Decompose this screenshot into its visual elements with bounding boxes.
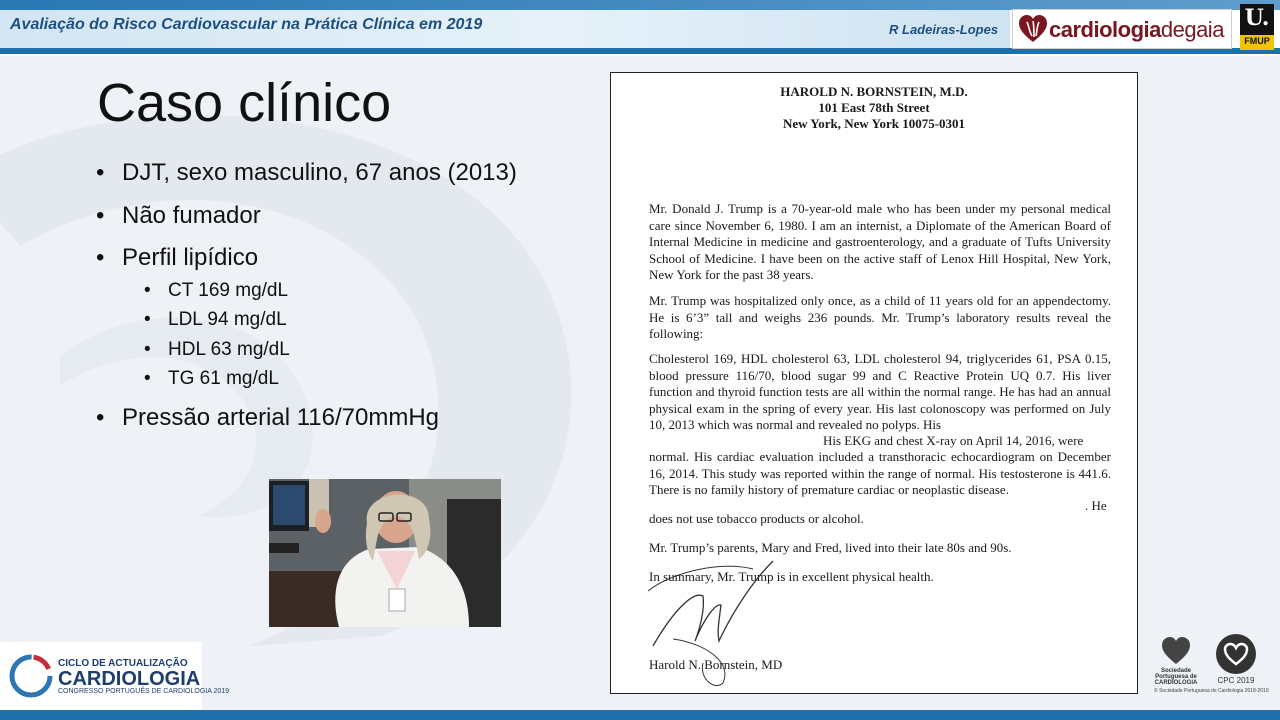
slide-title: Caso clínico xyxy=(97,73,392,133)
ciclo-actualizacao-cardiologia-logo: CICLO DE ACTUALIZAÇÃO CARDIOLOGIA CONGRESSO PORTUGUÊS DE CARDIOLOGIA 2019 xyxy=(0,642,202,710)
letter-header-street: 101 East 78th Street xyxy=(818,100,930,115)
letter-line: In summary, Mr. Trump is in excellent physical health. xyxy=(649,569,934,584)
spc-heart-icon xyxy=(1160,636,1192,666)
letter-line: Mr. Trump’s parents, Mary and Fred, lived into their late 80s and 90s. xyxy=(649,540,1012,555)
spc-logo: Sociedade Portuguesa de CARDIOLOGIA xyxy=(1152,634,1208,694)
cpc-heart-icon xyxy=(1216,634,1256,674)
fmup-logo: U. FMUP xyxy=(1240,4,1274,50)
letter-paragraph: Mr. Trump was hospitalized only once, as a child of 11 years old for an appendectomy. He is 6’3” tall and weighs 236 pounds. Mr. Trump’s laboratory results reveal the following: xyxy=(649,293,1111,341)
letter-header-city: New York, New York 10075-0301 xyxy=(782,116,966,131)
presentation-title: Avaliação do Risco Cardiovascular na Prática Clínica em 2019 xyxy=(10,16,483,33)
presenter-name: R Ladeiras-Lopes xyxy=(889,22,999,37)
medical-letter-document xyxy=(610,72,1138,694)
ciclo-ring-icon xyxy=(6,651,56,701)
letter-line: . He xyxy=(1085,498,1107,513)
letter-paragraph: Cholesterol 169, HDL cholesterol 63, LDL cholesterol 94, triglycerides 61, PSA 0.15, blood pressure 116/70, blood sugar 99 and C Reactive Protein UQ 0.7. His liver function and thyroid function tests are all within the normal range. He has had an annual physical exam in the spring of every year. His last colonoscopy was performed on July 10, 2013 which was normal and revealed no polyps. His xyxy=(649,351,1111,432)
spc-footnote: © Sociedade Portuguesa de Cardiologia 2018-2019 xyxy=(1154,688,1269,694)
letter-line: does not use tobacco products or alcohol. xyxy=(649,511,864,526)
footer-stripe xyxy=(0,710,1280,720)
slide-header xyxy=(0,0,1280,56)
cardiologia-de-gaia-logo xyxy=(1012,9,1232,49)
letter-header-name: HAROLD N. BORNSTEIN, M.D. xyxy=(780,84,968,99)
letter-signature-name: Harold N. Bornstein, MD xyxy=(649,657,783,672)
cpc-2019-logo: CPC 2019 xyxy=(1214,634,1258,688)
doctor-photo xyxy=(269,479,501,627)
cardiologia-de-gaia-wordmark: cardiologiadegaia xyxy=(1049,17,1224,42)
letter-paragraph: Mr. Donald J. Trump is a 70-year-old male who has been under my personal medical care since November 6, 1980. I am an internist, a Diplomate of the American Board of Internal Medicine in medicine and gastroenterology, and a graduate of Tufts University School of Medicine. I have been on the active staff of Lenox Hill Hospital, New York, New York for the past 38 years. xyxy=(649,201,1111,282)
letter-line: His EKG and chest X-ray on April 14, 2016, were xyxy=(823,433,1084,448)
heart-logo-icon xyxy=(1017,13,1049,45)
letter-paragraph: normal. His cardiac evaluation included a transthoracic echocardiogram on December 16, 2014. This study was reported within the range of normal. His testosterone is 441.6. There is no family history of premature cardiac or neoplastic disease. xyxy=(649,449,1111,497)
